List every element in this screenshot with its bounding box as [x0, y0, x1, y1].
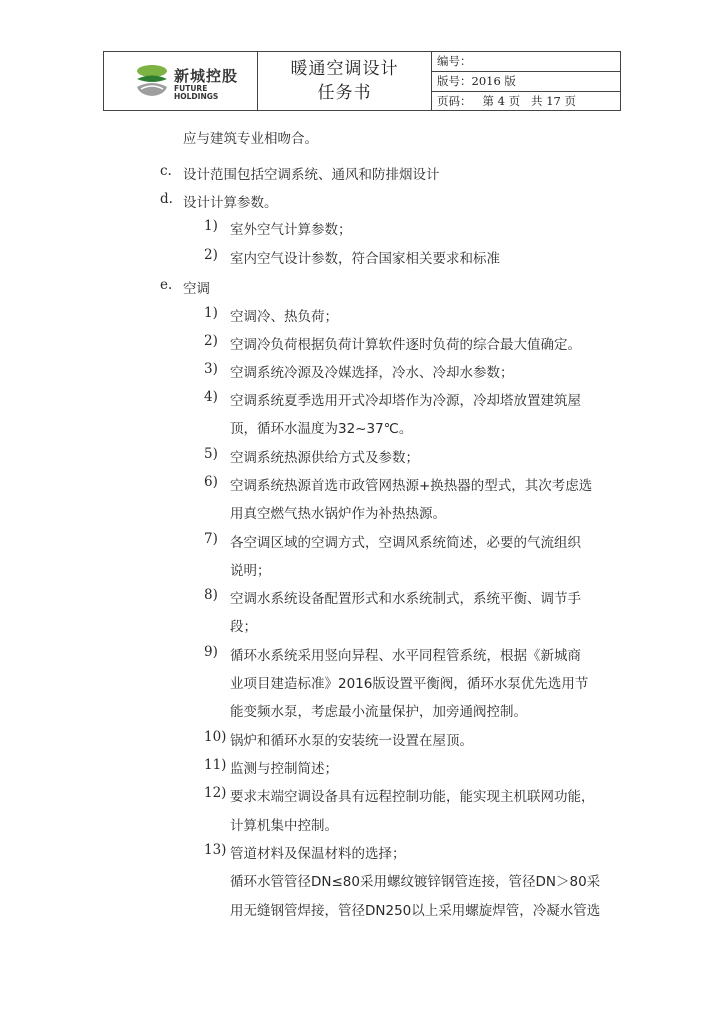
body-text-line: 应与建筑专业相吻合。 [183, 131, 318, 147]
logo-english-line-1: FUTURE [174, 84, 208, 93]
body-text-line: 空调系统热源首选市政管网热源+换热器的型式，其次考虑选 [230, 478, 593, 494]
body-text-line: 空调冷负荷根据负荷计算软件逐时负荷的综合最大值确定。 [230, 337, 581, 353]
list-marker: 10) [204, 729, 227, 745]
logo-english-text [174, 85, 218, 101]
list-marker: 2) [204, 333, 218, 349]
document-info [432, 52, 620, 110]
body-text-line: 空调系统冷源及冷媒选择，冷水、冷却水参数； [230, 365, 514, 381]
list-marker: 12) [204, 785, 227, 801]
body-text-line: 用无缝钢管焊接，管径DN250以上采用螺旋焊管，冷凝水管选 [230, 903, 601, 919]
list-marker: d. [160, 191, 173, 207]
document-version: 版号：2016 版 [432, 72, 620, 92]
list-marker: 1) [204, 305, 218, 321]
body-text-line: 各空调区域的空调方式，空调风系统简述，必要的气流组织 [230, 535, 581, 551]
body-text-line: 监测与控制简述； [230, 761, 338, 777]
list-marker: 3) [204, 361, 218, 377]
document-header-table [103, 51, 621, 111]
list-marker: 5) [204, 446, 218, 462]
body-text-line: 段； [230, 619, 257, 635]
list-marker: 9) [204, 644, 218, 660]
list-marker: c. [160, 163, 172, 179]
list-marker: 13) [204, 842, 227, 858]
logo-cell [104, 52, 258, 110]
body-text-line: 说明； [230, 563, 271, 579]
document-title [258, 52, 432, 110]
body-text-line: 设计范围包括空调系统、通风和防排烟设计 [183, 167, 440, 183]
body-text-line: 设计计算参数。 [183, 195, 278, 211]
list-marker: 1) [204, 218, 218, 234]
document-number: 编号： [432, 52, 620, 72]
list-marker: 4) [204, 389, 218, 405]
body-text-line: 室内空气设计参数，符合国家相关要求和标准 [230, 251, 500, 267]
list-marker: 11) [204, 757, 227, 773]
body-text-line: 空调系统夏季选用开式冷却塔作为冷源，冷却塔放置建筑屋 [230, 393, 581, 409]
company-logo-icon [134, 61, 170, 99]
title-line-2: 任务书 [317, 83, 372, 103]
body-text-line: 空调水系统设备配置形式和水系统制式，系统平衡、调节手 [230, 591, 581, 607]
list-marker: e. [160, 277, 173, 293]
body-text-line: 空调冷、热负荷； [230, 309, 338, 325]
body-text-line: 管道材料及保温材料的选择； [230, 846, 406, 862]
body-text-line: 室外空气计算参数； [230, 222, 352, 238]
body-text-line: 能变频水泵，考虑最小流量保护，加旁通阀控制。 [230, 704, 527, 720]
body-text-line: 用真空燃气热水锅炉作为补热热源。 [230, 506, 446, 522]
list-marker: 8) [204, 587, 218, 603]
list-marker: 7) [204, 531, 218, 547]
body-text-line: 计算机集中控制。 [230, 818, 338, 834]
body-text-line: 空调 [183, 281, 210, 297]
body-text-line: 业项目建造标准》2016版设置平衡阀，循环水泵优先选用节 [230, 676, 589, 692]
body-text-line: 要求末端空调设备具有远程控制功能，能实现主机联网功能， [230, 789, 595, 805]
body-text-line: 空调系统热源供给方式及参数； [230, 450, 419, 466]
logo-english-line-2: HOLDINGS [174, 92, 219, 101]
list-marker: 2) [204, 247, 218, 263]
list-marker: 6) [204, 474, 218, 490]
body-text-line: 循环水管管径DN≤80采用螺纹镀锌钢管连接，管径DN＞80采 [230, 874, 601, 890]
page-number: 页码： 第 4 页 共 17 页 [437, 94, 577, 108]
body-text-line: 锅炉和循环水泵的安装统一设置在屋顶。 [230, 733, 473, 749]
title-line-1: 暖通空调设计 [290, 59, 399, 79]
body-text-line: 循环水系统采用竖向异程、水平同程管系统，根据《新城商 [230, 648, 581, 664]
logo-chinese-text: 新城控股 [174, 67, 239, 85]
body-text-line: 顶，循环水温度为32~37℃。 [230, 421, 413, 437]
